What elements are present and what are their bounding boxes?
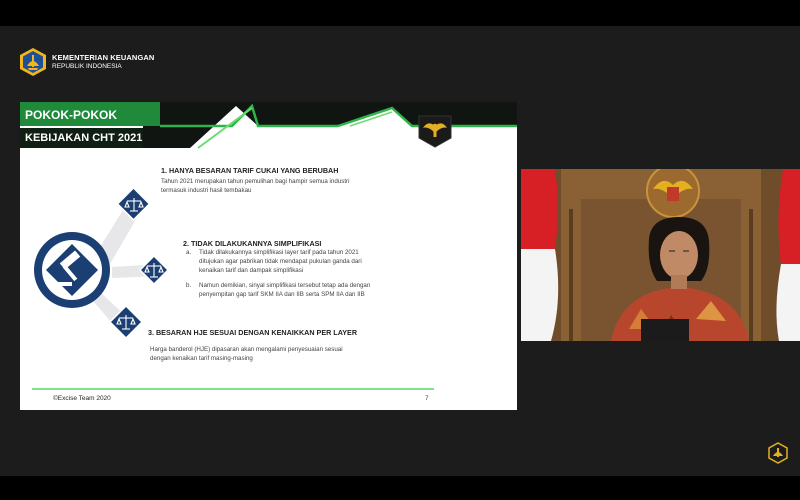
point2-b-line2: penyempitan gap tarif SKM IIA dan IIB serta SPM IIA dan IIB — [199, 290, 365, 298]
policy-diagram — [30, 182, 180, 352]
presentation-slide — [20, 102, 517, 410]
point1-line1: Tahun 2021 merupakan tahun pemulihan bagi hampir semua industri — [161, 178, 350, 185]
point3-description — [150, 346, 343, 364]
bottom-bar — [0, 476, 800, 500]
point2-a-line2: ditujukan agar pabrikan tidak mendapat pukulan ganda dari — [199, 257, 362, 265]
speaker-video-image — [521, 169, 800, 341]
point3-line1: Harga banderol (HJE) dipasaran akan mengalami penyesuaian sesuai — [150, 346, 343, 353]
point2-title: 2. TIDAK DILAKUKANNYA SIMPLIFIKASI — [183, 239, 322, 248]
ministry-logo-icon — [18, 47, 48, 77]
point1-title: 1. HANYA BESARAN TARIF CUKAI YANG BERUBAH — [161, 166, 339, 175]
item-node-2 — [140, 256, 168, 284]
ministry-name: KEMENTERIAN KEUANGAN — [52, 52, 155, 62]
speaker-video-feed[interactable] — [521, 169, 800, 341]
point2-b-marker: b. — [186, 282, 192, 289]
point2-item-a — [186, 249, 362, 276]
point2-b-line1: Namun demikian, sinyal simplifikasi tersebut tetap ada dengan — [199, 282, 371, 289]
point2-a-line3: kenaikan tarif dan dampak simplifikasi — [199, 266, 304, 274]
point2-item-b — [186, 282, 370, 300]
ministry-subtitle: REPUBLIK INDONESIA — [52, 62, 122, 70]
main-gavel-node — [34, 232, 110, 308]
slide-page-number: 7 — [425, 395, 429, 402]
flag-right — [776, 169, 800, 341]
footer-copyright: ©Excise Team 2020 — [53, 395, 111, 402]
slide-title-line1: POKOK-POKOK — [25, 108, 118, 122]
point3-title: 3. BESARAN HJE SESUAI DENGAN KENAIKKAN PER LAYER — [148, 328, 358, 337]
point1-line2: termasuk industri hasil tembakau — [161, 186, 252, 194]
point3-line2: dengan kenaikan tarif masing-masing — [150, 354, 253, 362]
point2-a-line1: Tidak dilakukannya simplifikasi layer tarif pada tahun 2021 — [199, 249, 359, 256]
customs-emblem-icon — [417, 114, 453, 148]
garuda-emblem-icon — [647, 169, 699, 217]
slide-title-line2: KEBIJAKAN CHT 2021 — [25, 132, 143, 144]
ministry-branding — [18, 47, 154, 77]
footer-divider — [32, 388, 434, 390]
point1-description — [161, 178, 350, 196]
flag-left — [521, 169, 558, 341]
ministry-corner-logo-icon — [766, 441, 790, 465]
point2-a-marker: a. — [186, 249, 192, 256]
top-bar — [0, 0, 800, 26]
